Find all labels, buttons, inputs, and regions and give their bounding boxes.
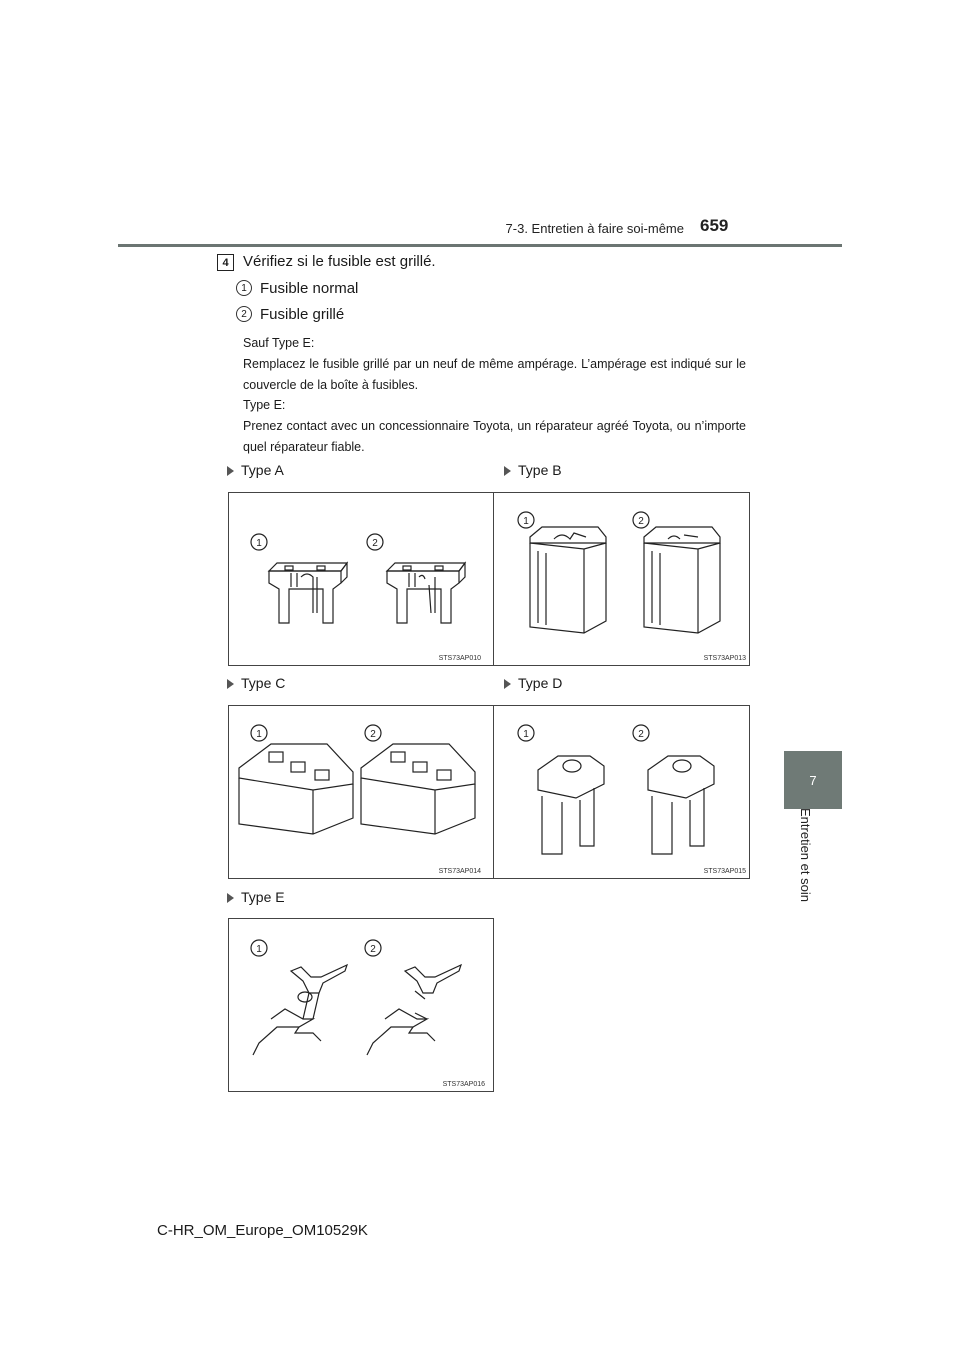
fuse-type-e-illustration	[229, 919, 493, 1091]
paragraph-heading: Sauf Type E:	[243, 336, 315, 350]
fuse-type-d-illustration	[494, 706, 749, 878]
item-number-2: 2	[236, 306, 252, 322]
page-number: 659	[700, 216, 729, 235]
fig-e-num-1: 1	[256, 944, 262, 955]
fuse-type-b-illustration	[494, 493, 749, 665]
fig-a-code: STS73AP010	[438, 655, 481, 662]
paragraph-text: Prenez contact avec un concessionnaire Toyota, un réparateur agréé Toyota, ou n’importe quel réparateur fiable.	[243, 419, 746, 454]
type-b-label: Type B	[518, 462, 562, 478]
fig-c-num-2: 2	[370, 729, 376, 740]
chapter-label: Entretien et soin	[798, 808, 813, 902]
fig-d-num-2: 2	[638, 729, 644, 740]
paragraph-except-type-e	[243, 333, 746, 396]
figure-type-b	[493, 492, 750, 666]
type-c-label: Type C	[241, 675, 286, 691]
triangle-bullet-icon	[227, 466, 234, 476]
step-title: Vérifiez si le fusible est grillé.	[243, 253, 436, 270]
paragraph-text: Remplacez le fusible grillé par un neuf de même ampérage. L’ampérage est indiqué sur le couvercle de la boîte à fusibles.	[243, 357, 746, 392]
fig-b-code: STS73AP013	[703, 655, 746, 662]
chapter-tab: 7	[784, 751, 842, 809]
fig-a-num-1: 1	[256, 538, 262, 549]
document-code: C-HR_OM_Europe_OM10529K	[157, 1222, 368, 1239]
header-rule	[118, 244, 842, 247]
fuse-type-c-illustration	[229, 706, 493, 878]
fig-d-num-1: 1	[523, 729, 529, 740]
triangle-bullet-icon	[227, 679, 234, 689]
type-a-label: Type A	[241, 462, 284, 478]
figure-type-e	[228, 918, 494, 1092]
fig-e-num-2: 2	[370, 944, 376, 955]
paragraph-heading: Type E:	[243, 398, 286, 412]
figure-type-c	[228, 705, 494, 879]
type-d-label: Type D	[518, 675, 563, 691]
figure-type-a	[228, 492, 494, 666]
triangle-bullet-icon	[504, 466, 511, 476]
item-label-normal: Fusible normal	[260, 280, 359, 297]
triangle-bullet-icon	[227, 893, 234, 903]
fig-b-num-1: 1	[523, 516, 529, 527]
step-badge: 4	[217, 254, 234, 271]
item-number-1: 1	[236, 280, 252, 296]
fig-c-code: STS73AP014	[438, 868, 481, 875]
fig-b-num-2: 2	[638, 516, 644, 527]
item-label-blown: Fusible grillé	[260, 306, 345, 323]
triangle-bullet-icon	[504, 679, 511, 689]
header-section-title: 7-3. Entretien à faire soi-même	[505, 221, 684, 236]
fuse-type-a-illustration	[229, 493, 493, 665]
type-e-label: Type E	[241, 889, 285, 905]
paragraph-type-e	[243, 395, 746, 458]
figure-type-d	[493, 705, 750, 879]
fig-d-code: STS73AP015	[703, 868, 746, 875]
fig-e-code: STS73AP016	[442, 1081, 485, 1088]
fig-a-num-2: 2	[372, 538, 378, 549]
fig-c-num-1: 1	[256, 729, 262, 740]
